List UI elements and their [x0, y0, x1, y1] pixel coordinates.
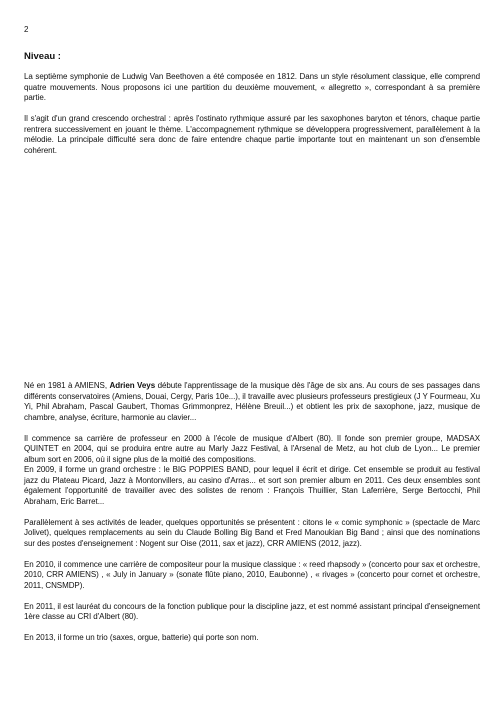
bio-paragraph: En 2011, il est lauréat du concours de la fonction publique pour la discipline jazz, et est nommé assistant principal d'enseignement 1ère classe au CRI d'Albert (80). — [24, 601, 480, 621]
biography-section — [24, 381, 480, 644]
intro-paragraph: La septième symphonie de Ludwig Van Beethoven a été composée en 1812. Dans un style résolument classique, elle comprend quatre mouvements. Nous proposons ici une partition du deuxième mouvement, « allegretto », correspondant à sa première partie. — [24, 72, 480, 102]
bio-paragraph: En 2009, il forme un grand orchestre : le BIG POPPIES BAND, pour lequel il écrit et dirige. Cet ensemble se produit au festival jazz du Plateau Picard, Jazz à Montonvillers, au casino d'Arras... et sort son premier album en 2011. Ces deux ensembles sont également l'opportunité de travailler avec des solistes de renom : François Thuillier, Stan Laferrière, Serge Bertocchi, Phil Abraham, Eric Barret... — [24, 465, 480, 506]
section-heading: Niveau : — [24, 51, 61, 62]
intro-section — [24, 72, 480, 156]
bio-paragraph — [24, 381, 480, 423]
bio-paragraph: En 2010, il commence une carrière de compositeur pour la musique classique : « reed rhapsody » (concerto pour sax et orchestre, 2010, CRR AMIENS) , « July in January » (sonate flûte piano, 2010, Eaubonne) , « rivages » (concerto pour cornet et orchestre, 2011, CNSMDP). — [24, 559, 480, 590]
author-name: Adrien Veys — [109, 381, 156, 390]
bio-text: Né en 1981 à AMIENS, — [24, 381, 110, 390]
bio-paragraph: En 2013, il forme un trio (saxes, orgue, batterie) qui porte son nom. — [24, 633, 259, 642]
bio-text: débute l'apprentissage de la musique dès l'âge de six ans. Au cours de ses passages dans différents conservatoires (Amiens, Douai, Cergy, Paris 10e...), il travaille avec plusieurs professeurs prestigieux (J Y Fourmeau, Xu Yi, Phil Abraham, Pascal Gaubert, Thomas Grimmonprez, Hélène Breuil...) et obtient les prix de saxophone, jazz, musique de chambre, analyse, écriture, harmonie au clavier... — [24, 381, 480, 422]
intro-paragraph: Il s'agit d'un grand crescendo orchestral : après l'ostinato rythmique assuré par les saxophones baryton et ténors, chaque partie rentrera successivement en jouant le thème. L'accompagnement rythmique se développera progressivement, parallèlement à la mélodie. La principale difficulté sera donc de faire entendre chaque partie importante tout en maintenant un son d'ensemble cohérent. — [24, 114, 480, 155]
page-number: 2 — [24, 25, 29, 34]
bio-paragraph: Parallèlement à ses activités de leader, quelques opportunités se présentent : citons le « comic symphonic » (spectacle de Marc Jolivet), quelques remplacements au sein du Claude Bolling Big Band et Fred Manoukian Big Band ; ainsi que des nominations sur des postes d'enseignement : Nogent sur Oise (2011, sax et jazz), CRR AMIENS (2012, jazz). — [24, 517, 480, 548]
bio-paragraph: Il commence sa carrière de professeur en 2000 à l'école de musique d'Albert (80). Il fonde son premier groupe, MADSAX QUINTET en 2004, qui se produira entre autre au Marly Jazz Festival, à l'Arsenal de Metz, au hot club de Lyon... Le premier album sort en 2006, où il signe plus de la moitié des compositions. — [24, 433, 480, 464]
